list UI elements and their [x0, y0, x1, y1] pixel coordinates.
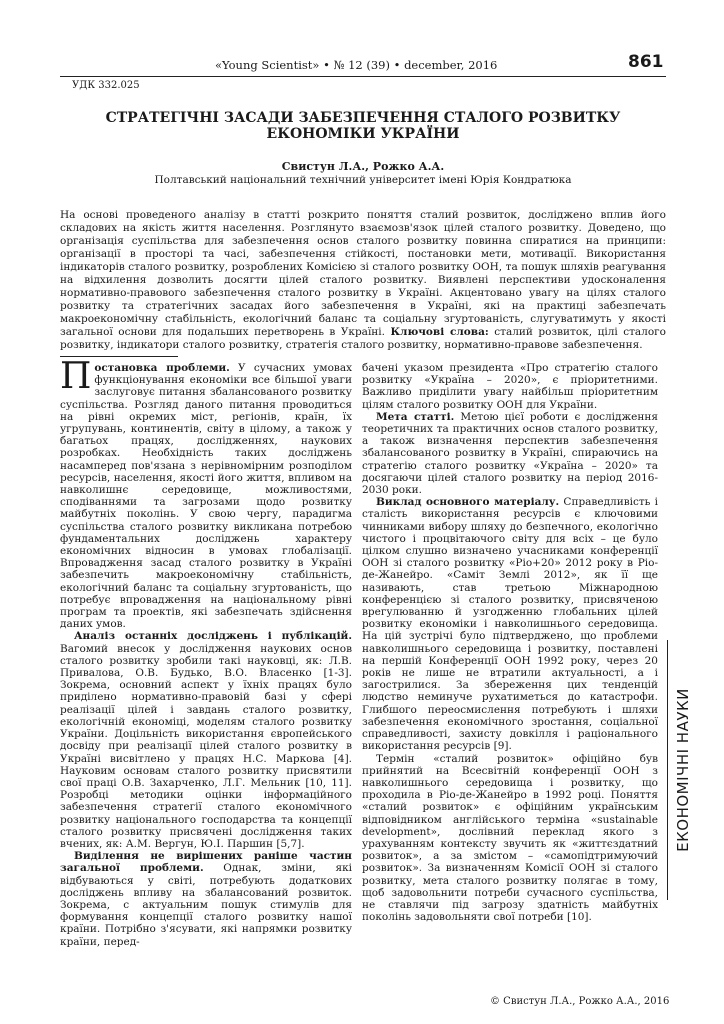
- authors: Свистун Л.А., Рожко А.А.: [281, 160, 445, 173]
- affiliation-text: Полтавський національний технічний університет імені Юрія Кондратюка: [154, 174, 572, 186]
- affiliation: [60, 174, 666, 187]
- text-goal: Метою цієї роботи є дослідження теоретичних та практичних основ сталого розвитку, а також визначення перспектив забезпечення збалансованого розвитку в Україні, спираючись на стратегію сталого розвитку «Україна – 2020» та досягаючи цілей сталого розвитку на період 2016-2030 роки.: [362, 410, 658, 497]
- heading-goal: Мета статті.: [376, 410, 455, 423]
- udc-code: УДК 332.025: [72, 80, 140, 91]
- abstract: [60, 209, 666, 352]
- heading-unresolved: Виділення не вирішених раніше частин загальної проблеми.: [60, 850, 352, 875]
- journal-header: «Young Scientist» • № 12 (39) • december, 2016: [215, 58, 498, 72]
- keywords-text: сталий розвиток, цілі сталого розвитку, індикатори сталого розвитку, стратегія сталого розвитку, нормативно-правове забезпечення.: [60, 326, 666, 351]
- article-title: СТРАТЕГІЧНІ ЗАСАДИ ЗАБЕЗПЕЧЕННЯ СТАЛОГО РОЗВИТКУ ЕКОНОМІКИ УКРАЇНИ: [105, 110, 621, 142]
- section-label: ЕКОНОМІЧНІ НАУКИ: [673, 688, 692, 852]
- keywords-label: Ключові слова:: [390, 326, 489, 338]
- heading-problem: остановка проблеми.: [94, 362, 230, 374]
- text-unresolved: Однак, зміни, які відбуваються у світі, потребують додаткових досліджень впливу на збалансований розвиток. Зокрема, с актуальним пошук стимулів для формування концепції сталого розвитку нашої країни. Потрібно з'ясувати, які напрямки розвитку країни, перед-: [60, 862, 352, 948]
- copyright-footer: © Свистун Л.А., Рожко А.А., 2016: [490, 996, 670, 1007]
- drop-cap: П: [60, 356, 92, 397]
- paragraph-analysis: [60, 630, 352, 850]
- paragraph-continued: бачені указом президента «Про стратегію сталого розвитку «Україна – 2020», є пріоритетними. Важливо приділити увагу найбільш пріоритетним цілям сталого розвитку ООН для України.: [362, 362, 658, 411]
- section-sidebar: [667, 640, 697, 900]
- text-problem: У сучасних умовах функціонування економіки все більшої уваги заслуговує питання збалансованого розвитку суспільства. Розгляд даного питання проводиться на рівні окремих міст, регіонів, країн, їх угрупувань, континентів, світу в цілому, а також у багатьох працях, дослідженнях, наукових розробках. Необхідність таких досліджень насамперед пов'язана з нерівномірним розподілом ресурсів, населення, якості його життя, впливом на навколишнє середовище, можливостями, сподіваннями та загрозами щодо розвитку майбутніх поколінь. У свою чергу, парадигма суспільства сталого розвитку викликана потребою фундаментальних досліджень характеру економічних відносин в умовах глобалізації. Впровадження засад сталого розвитку в Україні забезпечить макроекономічну стабільність, екологічний баланс та соціальну згуртованість, що потребує впровадження на національному рівні програм та проектів, які забезпечать здійснення даних умов.: [60, 362, 352, 631]
- text-main: Справедливість і сталість використання ресурсів є ключовими чинниками вибору шляху до безпечного, екологічно чистого і процвітаючого світу для всіх – це було цілком слушно визначено учасниками конференції ООН зі сталого розвитку «Ріо+20» 2012 року в Ріо-де-Жанейро. «Саміт Землі 2012», як її ще називають, став третьою Міжнародною конференцією зі сталого розвитку, присвяченою врегулюванню й узгодженню глобальних цілей розвитку економіки і навколишнього середовища. На цій зустрічі було підтверджено, що проблеми навколишнього середовища і розвитку, поставлені на першій Конференції ООН 1992 року, через 20 років не лише не втратили актуальності, а і загострилися. За збереження цих тенденцій людство неминуче рухатиметься до катастрофи. Глибшого переосмислення потребують і шляхи забезпечення економічного зростання, соціальної справедливості, захисту довкілля і раціонального використання ресурсів [9].: [362, 496, 658, 753]
- heading-analysis: Аналіз останніх досліджень і публікацій.: [74, 630, 352, 643]
- header-rule: [60, 76, 666, 77]
- paragraph-main: [362, 496, 658, 752]
- page-number: 861: [628, 52, 664, 72]
- paragraph-problem: [60, 356, 352, 631]
- right-column: [362, 362, 658, 923]
- heading-main: Виклад основного матеріалу.: [376, 496, 560, 509]
- paragraph-goal: [362, 411, 658, 496]
- paragraph-unresolved: [60, 850, 352, 948]
- left-column: [60, 356, 352, 948]
- text-analysis: Вагомий внесок у дослідження наукових основ сталого розвитку зробили такі науковці, як: Л.В. Привалова, О.В. Будько, В.О. Власенко [1-3]. Зокрема, основний аспект у їхніх працях було приділено нормативно-правовій базі у сфері реалізації цілей і завдань сталого розвитку, екологічній економіці, моделям сталого розвитку України. Доцільність використання європейського досвіду при реалізації цілей сталого розвитку в Україні висвітлено у працях Н.С. Маркова [4]. Науковим основам сталого розвитку присвятили свої праці О.В. Захарченко, Л.Г. Мельник [10, 11]. Розробці методики оцінки інформаційного забезпечення стратегії сталого економічного розвитку національного господарства та концепції сталого розвитку присвячені дослідження таких вчених, як: А.М. Вергун, Ю.І. Паршин [5,7].: [60, 642, 352, 850]
- paragraph-term: Термін «сталий розвиток» офіційно був прийнятий на Всесвітній конференції ООН з навколишнього середовища і розвитку, що проходила в Ріо-де-Жанейро в 1992 році. Поняття «сталий розвиток» є офіційним українським відповідником англійського терміна «sustainable development», дослівний переклад якого з урахуванням контексту звучить як «життєздатний розвиток», а за змістом – «самопідтримуючий розвиток». За визначенням Комісії ООН зі сталого розвитку, мета сталого розвитку полягає в тому, щоб задовольнити потреби сучасного суспільства, не ставлячи під загрозу здатність майбутніх поколінь задовольняти свої потреби [10].: [362, 752, 658, 924]
- abstract-text: На основі проведеного аналізу в статті розкрито поняття сталий розвиток, досліджено вплив його складових на якість життя населення. Розглянуто взаємозв'язок цілей сталого розвитку. Доведено, що організація суспільства для забезпечення основ сталого розвитку повинна спиратися на принципи: організації в просторі та часі, забезпечення стійкості, постановки мети, мотивації. Використання індикаторів сталого розвитку, розроблених Комісією зі сталого розвитку ООН, та пошук шляхів реагування на відхилення дозволить досягти цілей сталого розвитку. Виявлені перспективи удосконалення нормативно-правового забезпечення сталого розвитку в Україні. Акцентовано увагу на цілях сталого розвитку та стратегічних засадах його забезпечення в Україні, які на практиці забезпечать макроекономічну стабільність, екологічний баланс та соціальну згуртованість, слугуватимуть у якості загальної основи для подальших перетворень в Україні.: [60, 209, 666, 338]
